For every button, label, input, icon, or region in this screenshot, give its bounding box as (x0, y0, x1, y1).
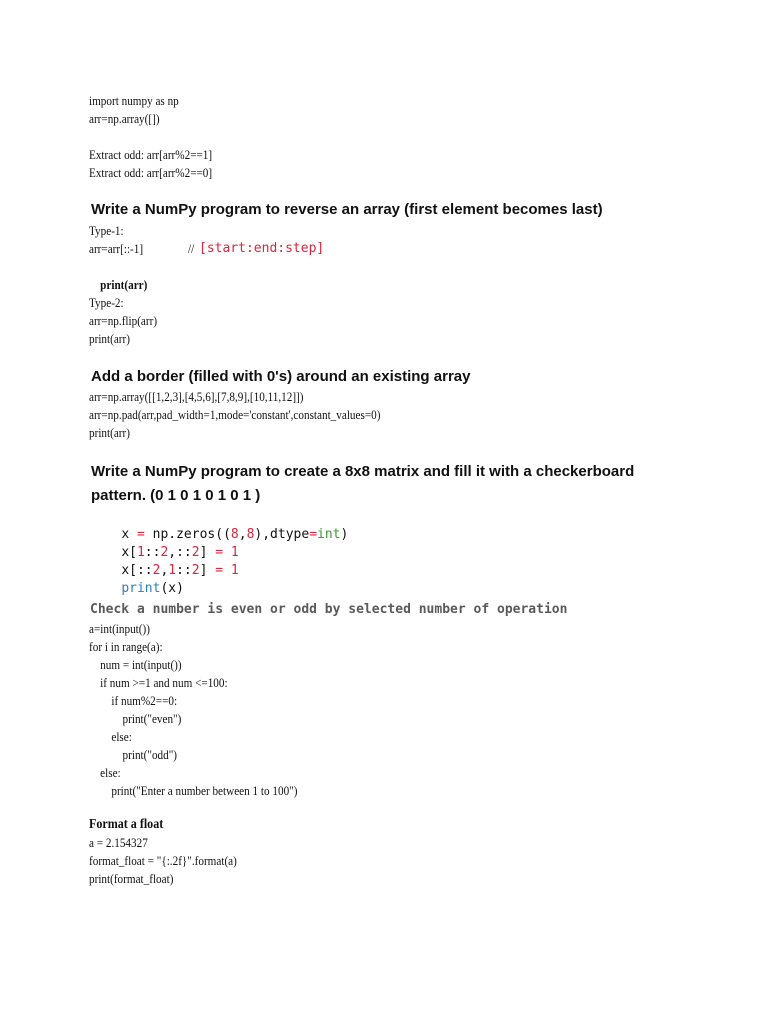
code-line: x = np.zeros((8,8),dtype=int) (121, 527, 349, 542)
code-line: x[::2,1::2] = 1 (121, 563, 239, 578)
section-heading: pattern. (0 1 0 1 0 1 0 1 ) (91, 487, 261, 504)
text-line: print("odd") (89, 747, 178, 762)
section-heading: Add a border (filled with 0's) around an existing array (91, 368, 471, 385)
text-line: arr=np.array([]) (89, 111, 160, 126)
text-line: if num%2==0: (89, 693, 178, 708)
text-line: else: (89, 729, 132, 744)
text-line: a=int(input()) (89, 621, 150, 636)
text-line: if num >=1 and num <=100: (89, 675, 228, 690)
text-line: Type-2: (89, 295, 124, 310)
text-line: arr=np.array([[1,2,3],[4,5,6],[7,8,9],[10,11,12]]) (89, 389, 304, 404)
text-line: print(format_float) (89, 871, 174, 886)
code-line: print(x) (121, 581, 184, 596)
text-line: print(arr) (89, 425, 130, 440)
text-line: format_float = "{:.2f}".format(a) (89, 853, 237, 868)
code-line: x[1::2,::2] = 1 (121, 545, 239, 560)
text-line: import numpy as np (89, 93, 179, 108)
section-heading: Write a NumPy program to create a 8x8 matrix and fill it with a checkerboard (91, 463, 635, 480)
text-line: Extract odd: arr[arr%2==1] (89, 147, 213, 162)
text-line: arr=np.flip(arr) (89, 313, 158, 328)
text-line: for i in range(a): (89, 639, 163, 654)
text-line: a = 2.154327 (89, 835, 148, 850)
slice-syntax: [start:end:step] (199, 241, 325, 256)
text-line: print(arr) (89, 331, 130, 346)
print-keyword: print (100, 277, 125, 292)
code-comment: Check a number is even or odd by selected number of operation (90, 602, 568, 617)
text-line: num = int(input()) (89, 657, 182, 672)
text-line: print("Enter a number between 1 to 100") (89, 783, 298, 798)
text-line: arr=arr[::-1] (89, 241, 144, 256)
section-heading: Write a NumPy program to reverse an array (first element becomes last) (91, 201, 603, 218)
text-line: print("even") (89, 711, 182, 726)
text-line: Extract odd: arr[arr%2==0] (89, 165, 213, 180)
text-line: else: (89, 765, 121, 780)
text-line: Type-1: (89, 223, 124, 238)
section-heading: Format a float (89, 817, 164, 832)
text-line: arr=np.pad(arr,pad_width=1,mode='constant',constant_values=0) (89, 407, 381, 422)
print-arg: (arr) (124, 277, 148, 292)
comment-slashes: // (188, 241, 195, 256)
